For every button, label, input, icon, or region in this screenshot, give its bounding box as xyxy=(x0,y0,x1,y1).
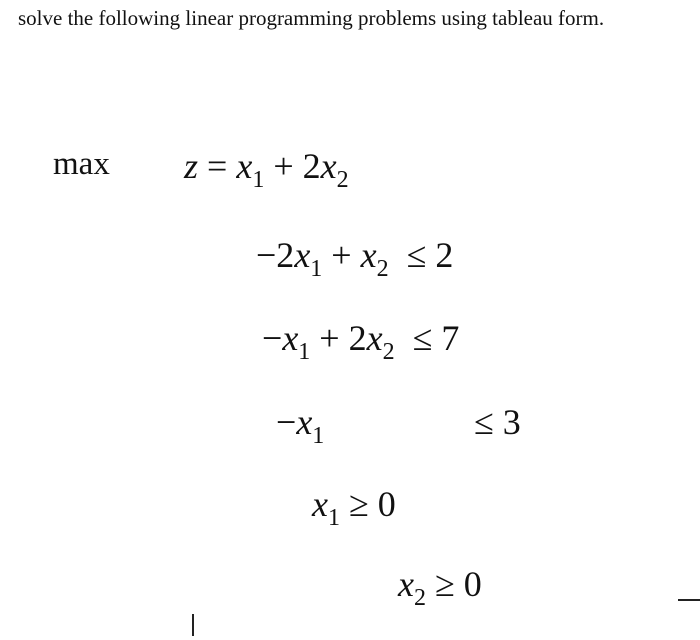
constraint-2-coef-2: 2 xyxy=(348,318,367,358)
nonnegativity-x1 xyxy=(312,484,396,531)
objective-x1: x xyxy=(236,146,253,186)
objective-coef-2: 2 xyxy=(302,146,321,186)
constraint-3-minus: − xyxy=(276,402,297,442)
constraint-2 xyxy=(262,318,460,365)
objective-z: z xyxy=(184,146,199,186)
edge-dash-mark xyxy=(678,599,700,601)
constraint-2-rhs: 7 xyxy=(441,318,460,358)
constraint-1-plus: + xyxy=(331,235,352,275)
constraint-3-x1: x xyxy=(296,402,313,442)
nonneg-x1-sub: 1 xyxy=(327,505,340,531)
nonneg-x2-var: x xyxy=(398,564,414,604)
constraint-3-rhs-group xyxy=(474,404,521,440)
constraint-1-rhs: 2 xyxy=(435,235,454,275)
nonneg-x1-var: x xyxy=(312,484,328,524)
constraint-1-coef: −2 xyxy=(256,235,295,275)
constraint-3-rhs: 3 xyxy=(502,402,521,442)
objective-x2: x xyxy=(320,146,337,186)
nonneg-x2-relation: ≥ xyxy=(434,564,455,604)
constraint-3-x1-sub: 1 xyxy=(312,423,325,449)
constraint-1-x2: x xyxy=(360,235,377,275)
nonneg-x1-rhs: 0 xyxy=(377,484,396,524)
constraint-1-x2-sub: 2 xyxy=(376,256,389,282)
constraint-2-x1: x xyxy=(282,318,299,358)
objective-x1-sub: 1 xyxy=(252,167,265,193)
nonneg-x1-relation: ≥ xyxy=(348,484,369,524)
max-label: max xyxy=(53,146,110,182)
constraint-3-lhs xyxy=(276,402,325,449)
constraint-2-minus: − xyxy=(262,318,283,358)
constraint-1-x1: x xyxy=(294,235,311,275)
constraint-2-x2-sub: 2 xyxy=(382,339,395,365)
nonnegativity-x2 xyxy=(398,564,482,611)
constraint-2-x1-sub: 1 xyxy=(298,339,311,365)
constraint-1-relation: ≤ xyxy=(406,235,427,275)
objective-plus: + xyxy=(273,146,294,186)
constraint-2-relation: ≤ xyxy=(412,318,433,358)
constraint-1 xyxy=(256,235,454,282)
nonneg-x2-rhs: 0 xyxy=(463,564,482,604)
constraint-2-x2: x xyxy=(366,318,383,358)
constraint-2-plus: + xyxy=(319,318,340,358)
objective-equals: = xyxy=(207,146,228,186)
objective-function xyxy=(184,146,349,193)
constraint-3-relation: ≤ xyxy=(474,402,494,442)
instruction-text: solve the following linear programming problems using tableau form. xyxy=(18,6,605,30)
cursor-mark xyxy=(192,614,194,636)
constraint-1-x1-sub: 1 xyxy=(310,256,323,282)
nonneg-x2-sub: 2 xyxy=(413,585,426,611)
objective-x2-sub: 2 xyxy=(336,167,349,193)
